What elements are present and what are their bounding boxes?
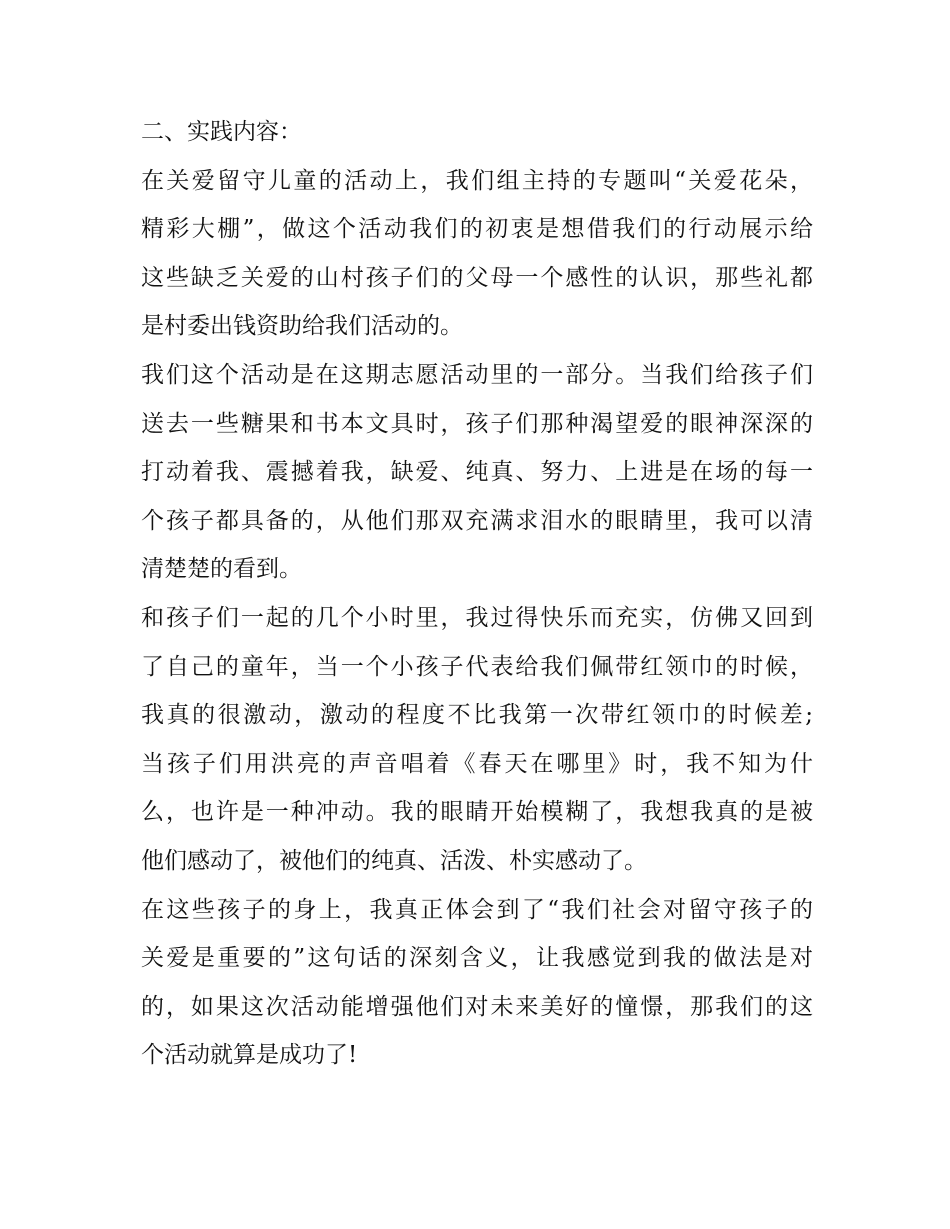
paragraph-line: 精彩大棚”，做这个活动我们的初衷是想借我们的行动展示给 xyxy=(141,216,813,243)
paragraph-line: 个孩子都具备的，从他们那双充满求泪水的眼睛里，我可以清 xyxy=(141,507,813,534)
paragraph-line: 个活动就算是成功了! xyxy=(141,1042,358,1069)
document-body xyxy=(141,108,813,1080)
paragraph-line: 我真的很激动，激动的程度不比我第一次带红领巾的时候差; xyxy=(141,702,813,729)
paragraph-line: 我们这个活动是在这期志愿活动里的一部分。当我们给孩子们 xyxy=(141,361,813,388)
paragraph-line: 了自己的童年，当一个小孩子代表给我们佩带红领巾的时候， xyxy=(141,653,813,680)
paragraph-1 xyxy=(141,157,813,351)
paragraph-2 xyxy=(141,351,813,594)
paragraph-line: 这些缺乏关爱的山村孩子们的父母一个感性的认识，那些礼都 xyxy=(141,264,813,291)
paragraph-line: 在这些孩子的身上，我真正体会到了“我们社会对留守孩子的 xyxy=(141,896,813,923)
paragraph-line: 是村委出钱资助给我们活动的。 xyxy=(141,313,463,340)
paragraph-line: 么，也许是一种冲动。我的眼睛开始模糊了，我想我真的是被 xyxy=(141,799,813,826)
paragraph-line: 和孩子们一起的几个小时里，我过得快乐而充实，仿佛又回到 xyxy=(141,604,813,631)
paragraph-line: 他们感动了，被他们的纯真、活泼、朴实感动了。 xyxy=(141,847,647,874)
section-heading: 二、实践内容： xyxy=(141,119,302,145)
paragraph-line: 在关爱留守儿童的活动上，我们组主持的专题叫“关爱花朵， xyxy=(141,167,813,194)
paragraph-line: 当孩子们用洪亮的声音唱着《春天在哪里》时，我不知为什 xyxy=(141,750,813,777)
paragraph-3 xyxy=(141,594,813,886)
paragraph-4 xyxy=(141,886,813,1080)
paragraph-line: 的，如果这次活动能增强他们对未来美好的憧憬，那我们的这 xyxy=(141,993,813,1020)
paragraph-line: 打动着我、震撼着我，缺爱、纯真、努力、上进是在场的每一 xyxy=(141,459,813,486)
paragraph-line: 清楚楚的看到。 xyxy=(141,556,302,583)
paragraph-line: 送去一些糖果和书本文具时，孩子们那种渴望爱的眼神深深的 xyxy=(141,410,813,437)
paragraph-line: 关爱是重要的”这句话的深刻含义，让我感觉到我的做法是对 xyxy=(141,945,813,972)
